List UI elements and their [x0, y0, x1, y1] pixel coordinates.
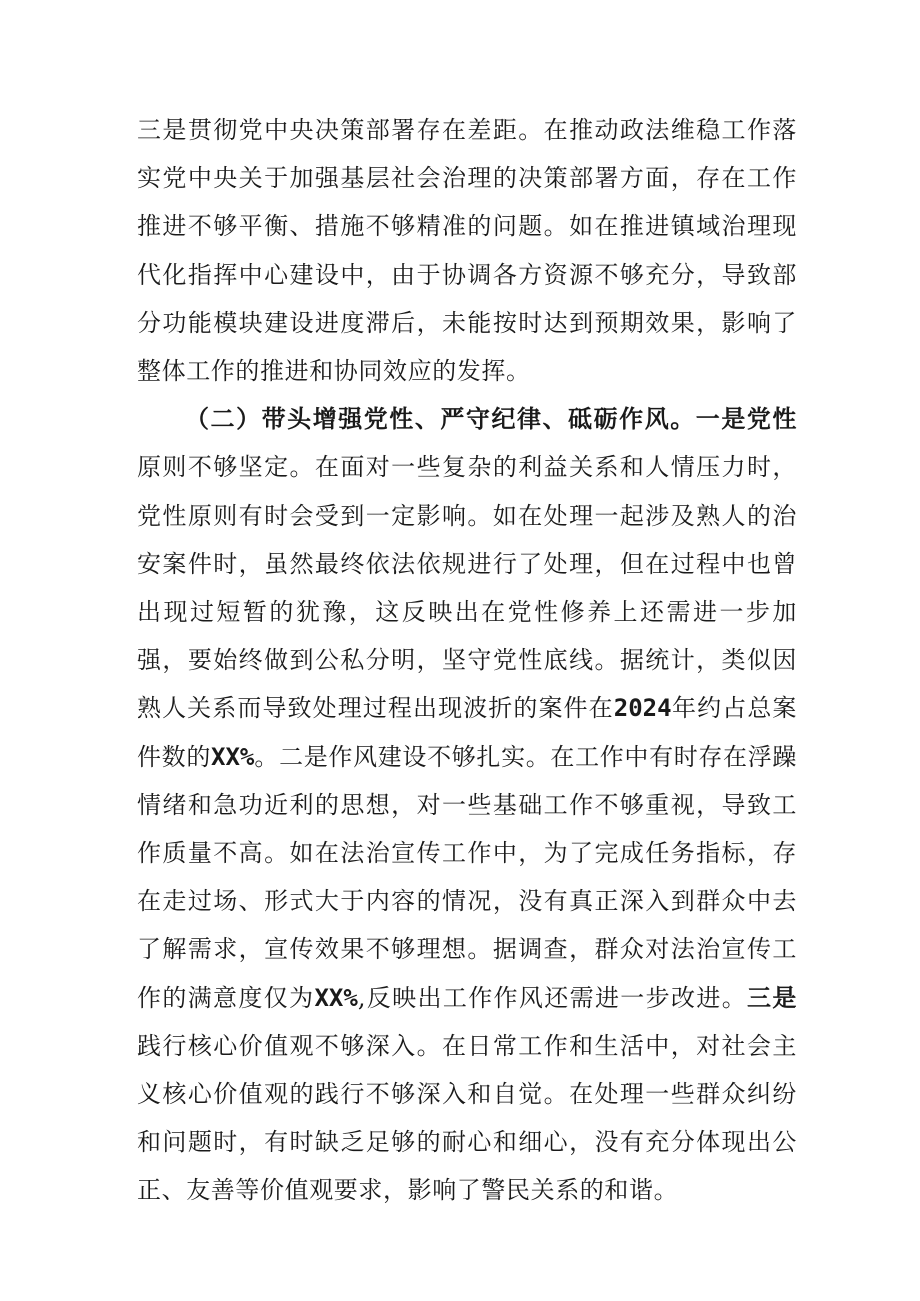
point-3-label: 三是: [747, 982, 797, 1012]
paragraph-2-text-4: ,反映出工作作风还需进一步改进。: [357, 983, 748, 1012]
paragraph-2-text-5: 践行核心价值观不够深入。在日常工作和生活中，对社会主义核心价值观的践行不够深入和自觉。在处理一些群众纠纷和问题时，有时缺乏足够的耐心和细心，没有充分体现出公正、友善等价值观要求，影响了警民关系的和谐。: [137, 1031, 797, 1205]
year-value: 2024: [613, 694, 672, 723]
percentage-1: XX%: [211, 742, 255, 771]
paragraph-2-text-3: 。二是作风建设不够扎实。在工作中有时存在浮躁情绪和急功近利的思想，对一些基础工作不够重视，导致工作质量不高。如在法治宣传工作中，为了完成任务指标，存在走过场、形式大于内容的情况，没有真正深入到群众中去了解需求，宣传效果不够理想。据调查，群众对法治宣传工作的满意度仅为: [137, 742, 797, 1012]
point-1-label: 一是党性: [695, 404, 797, 434]
paragraph-2: [137, 395, 797, 1214]
paragraph-2-text-1: 原则不够坚定。在面对一些复杂的利益关系和人情压力时，党性原则有时会受到一定影响。如在处理一起涉及熟人的治安案件时，虽然最终依法依规进行了处理，但在过程中也曾出现过短暂的犹豫，这反映出在党性修养上还需进一步加强，要始终做到公私分明，坚守党性底线。据统计，类似因熟人关系而导致处理过程出现波折的案件在: [137, 453, 797, 723]
paragraph-1: 三是贯彻党中央决策部署存在差距。在推动政法维稳工作落实党中央关于加强基层社会治理的决策部署方面，存在工作推进不够平衡、措施不够精准的问题。如在推进镇域治理现代化指挥中心建设中，由于协调各方资源不够充分，导致部分功能模块建设进度滞后，未能按时达到预期效果，影响了整体工作的推进和协同效应的发挥。: [137, 116, 797, 386]
document-body: [137, 106, 797, 1215]
paragraph-2-text-2: 年约占总案件数的: [137, 694, 798, 771]
section-heading: （二）带头增强党性、严守纪律、砥砺作风。: [185, 404, 696, 434]
percentage-2: XX%: [314, 983, 358, 1012]
